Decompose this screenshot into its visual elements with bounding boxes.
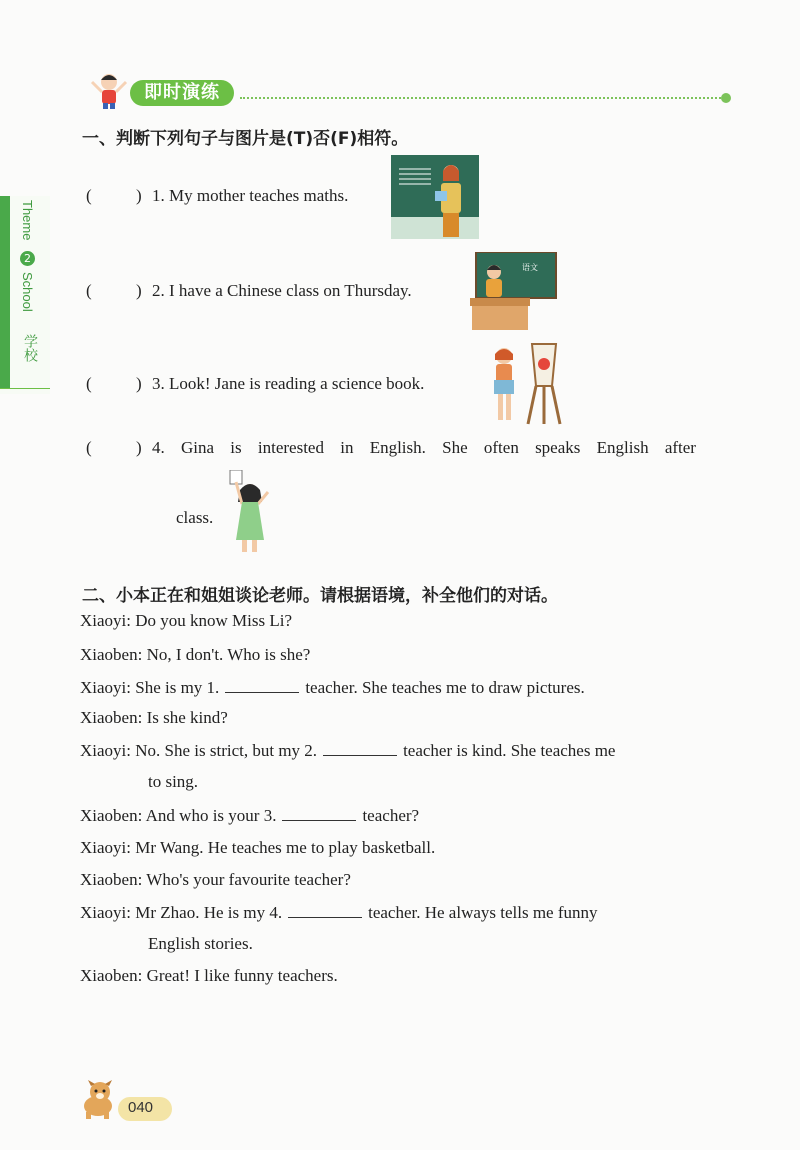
question-1-text: 1. My mother teaches maths. [152, 186, 349, 205]
line-text: Mr Wang. He teaches me to play basketball. [135, 838, 436, 857]
girl-waving-paper-picture [224, 470, 276, 554]
dialogue-line-3 [80, 678, 585, 698]
teacher-music-board-picture [391, 155, 479, 239]
line-text: Who's your favourite teacher? [146, 870, 351, 889]
dialogue-line-5-cont: to sing. [148, 772, 199, 791]
side-tab-school: School [20, 272, 35, 312]
answer-blank-3[interactable] [282, 806, 356, 821]
speaker: Xiaoyi: [80, 611, 131, 630]
page-number: 040 [128, 1099, 154, 1116]
speaker: Xiaoyi: [80, 838, 131, 857]
line-text: No, I don't. Who is she? [146, 645, 311, 664]
dialogue-line-10 [80, 966, 338, 986]
answer-paren-open-3: ( [86, 374, 92, 393]
side-tab-cn: 学校 [22, 334, 38, 362]
answer-blank-2[interactable] [323, 741, 397, 756]
side-tab-theme: Theme [20, 200, 35, 241]
question-4-text-cont: class. [176, 508, 214, 527]
answer-paren-close-3: ) [136, 374, 142, 393]
board-label: 语文 [522, 263, 538, 272]
line-text-post: teacher? [362, 806, 420, 825]
speaker: Xiaoben: [80, 645, 143, 664]
teacher-chinese-board-picture [470, 252, 558, 332]
dialogue-line-8 [80, 870, 351, 890]
question-2-text: 2. I have a Chinese class on Thursday. [152, 281, 412, 300]
banner-dotted-rule [240, 97, 724, 99]
dialogue-line-5 [80, 741, 615, 761]
dialogue-line-7 [80, 838, 435, 858]
dog-mascot-picture [76, 1078, 120, 1120]
line-text: Great! I like funny teachers. [146, 966, 338, 985]
side-tab-number: 2 [20, 251, 35, 266]
line-text-pre: She is my 1. [135, 678, 220, 697]
dialogue-line-1 [80, 611, 292, 631]
line-text: Is she kind? [146, 708, 228, 727]
banner-end-dot [721, 93, 731, 103]
question-3-text: 3. Look! Jane is reading a science book. [152, 374, 425, 393]
banner-mascot [88, 70, 130, 110]
answer-paren-open-4: ( [86, 438, 92, 457]
banner-title: 即时演练 [130, 80, 234, 106]
line-text: Do you know Miss Li? [135, 611, 293, 630]
girl-painting-easel-picture [486, 342, 564, 426]
dialogue-line-4 [80, 708, 228, 728]
line-text-pre: And who is your 3. [145, 806, 277, 825]
dialogue-line-9 [80, 903, 598, 923]
dialogue-line-9-cont: English stories. [148, 934, 253, 953]
section1-title: 一、判断下列句子与图片是(T)否(F)相符。 [82, 129, 409, 149]
answer-blank-4[interactable] [288, 903, 362, 918]
answer-blank-1[interactable] [225, 678, 299, 693]
answer-paren-close-1: ) [136, 186, 142, 205]
line-text-pre: Mr Zhao. He is my 4. [135, 903, 283, 922]
answer-paren-close-2: ) [136, 281, 142, 300]
line-text-post: teacher is kind. She teaches me [403, 741, 616, 760]
line-text-post: teacher. She teaches me to draw pictures. [305, 678, 585, 697]
speaker: Xiaoyi: [80, 678, 131, 697]
speaker: Xiaoyi: [80, 903, 131, 922]
line-text-pre: No. She is strict, but my 2. [135, 741, 318, 760]
line-text-post: teacher. He always tells me funny [368, 903, 598, 922]
answer-paren-open-2: ( [86, 281, 92, 300]
speaker: Xiaoben: [80, 870, 143, 889]
speaker: Xiaoben: [80, 708, 143, 727]
speaker: Xiaoyi: [80, 741, 131, 760]
question-4-text: 4. Gina is interested in English. She often speaks English after [152, 438, 696, 457]
side-tab-bar [0, 196, 10, 388]
answer-paren-close-4: ) [136, 438, 142, 457]
section2-title: 二、小本正在和姐姐谈论老师。请根据语境，补全他们的对话。 [82, 586, 558, 606]
dialogue-line-2 [80, 645, 310, 665]
dialogue-line-6 [80, 806, 419, 826]
speaker: Xiaoben: [80, 966, 143, 985]
answer-paren-open-1: ( [86, 186, 92, 205]
side-tab-rule [0, 388, 50, 389]
speaker: Xiaoben: [80, 806, 143, 825]
